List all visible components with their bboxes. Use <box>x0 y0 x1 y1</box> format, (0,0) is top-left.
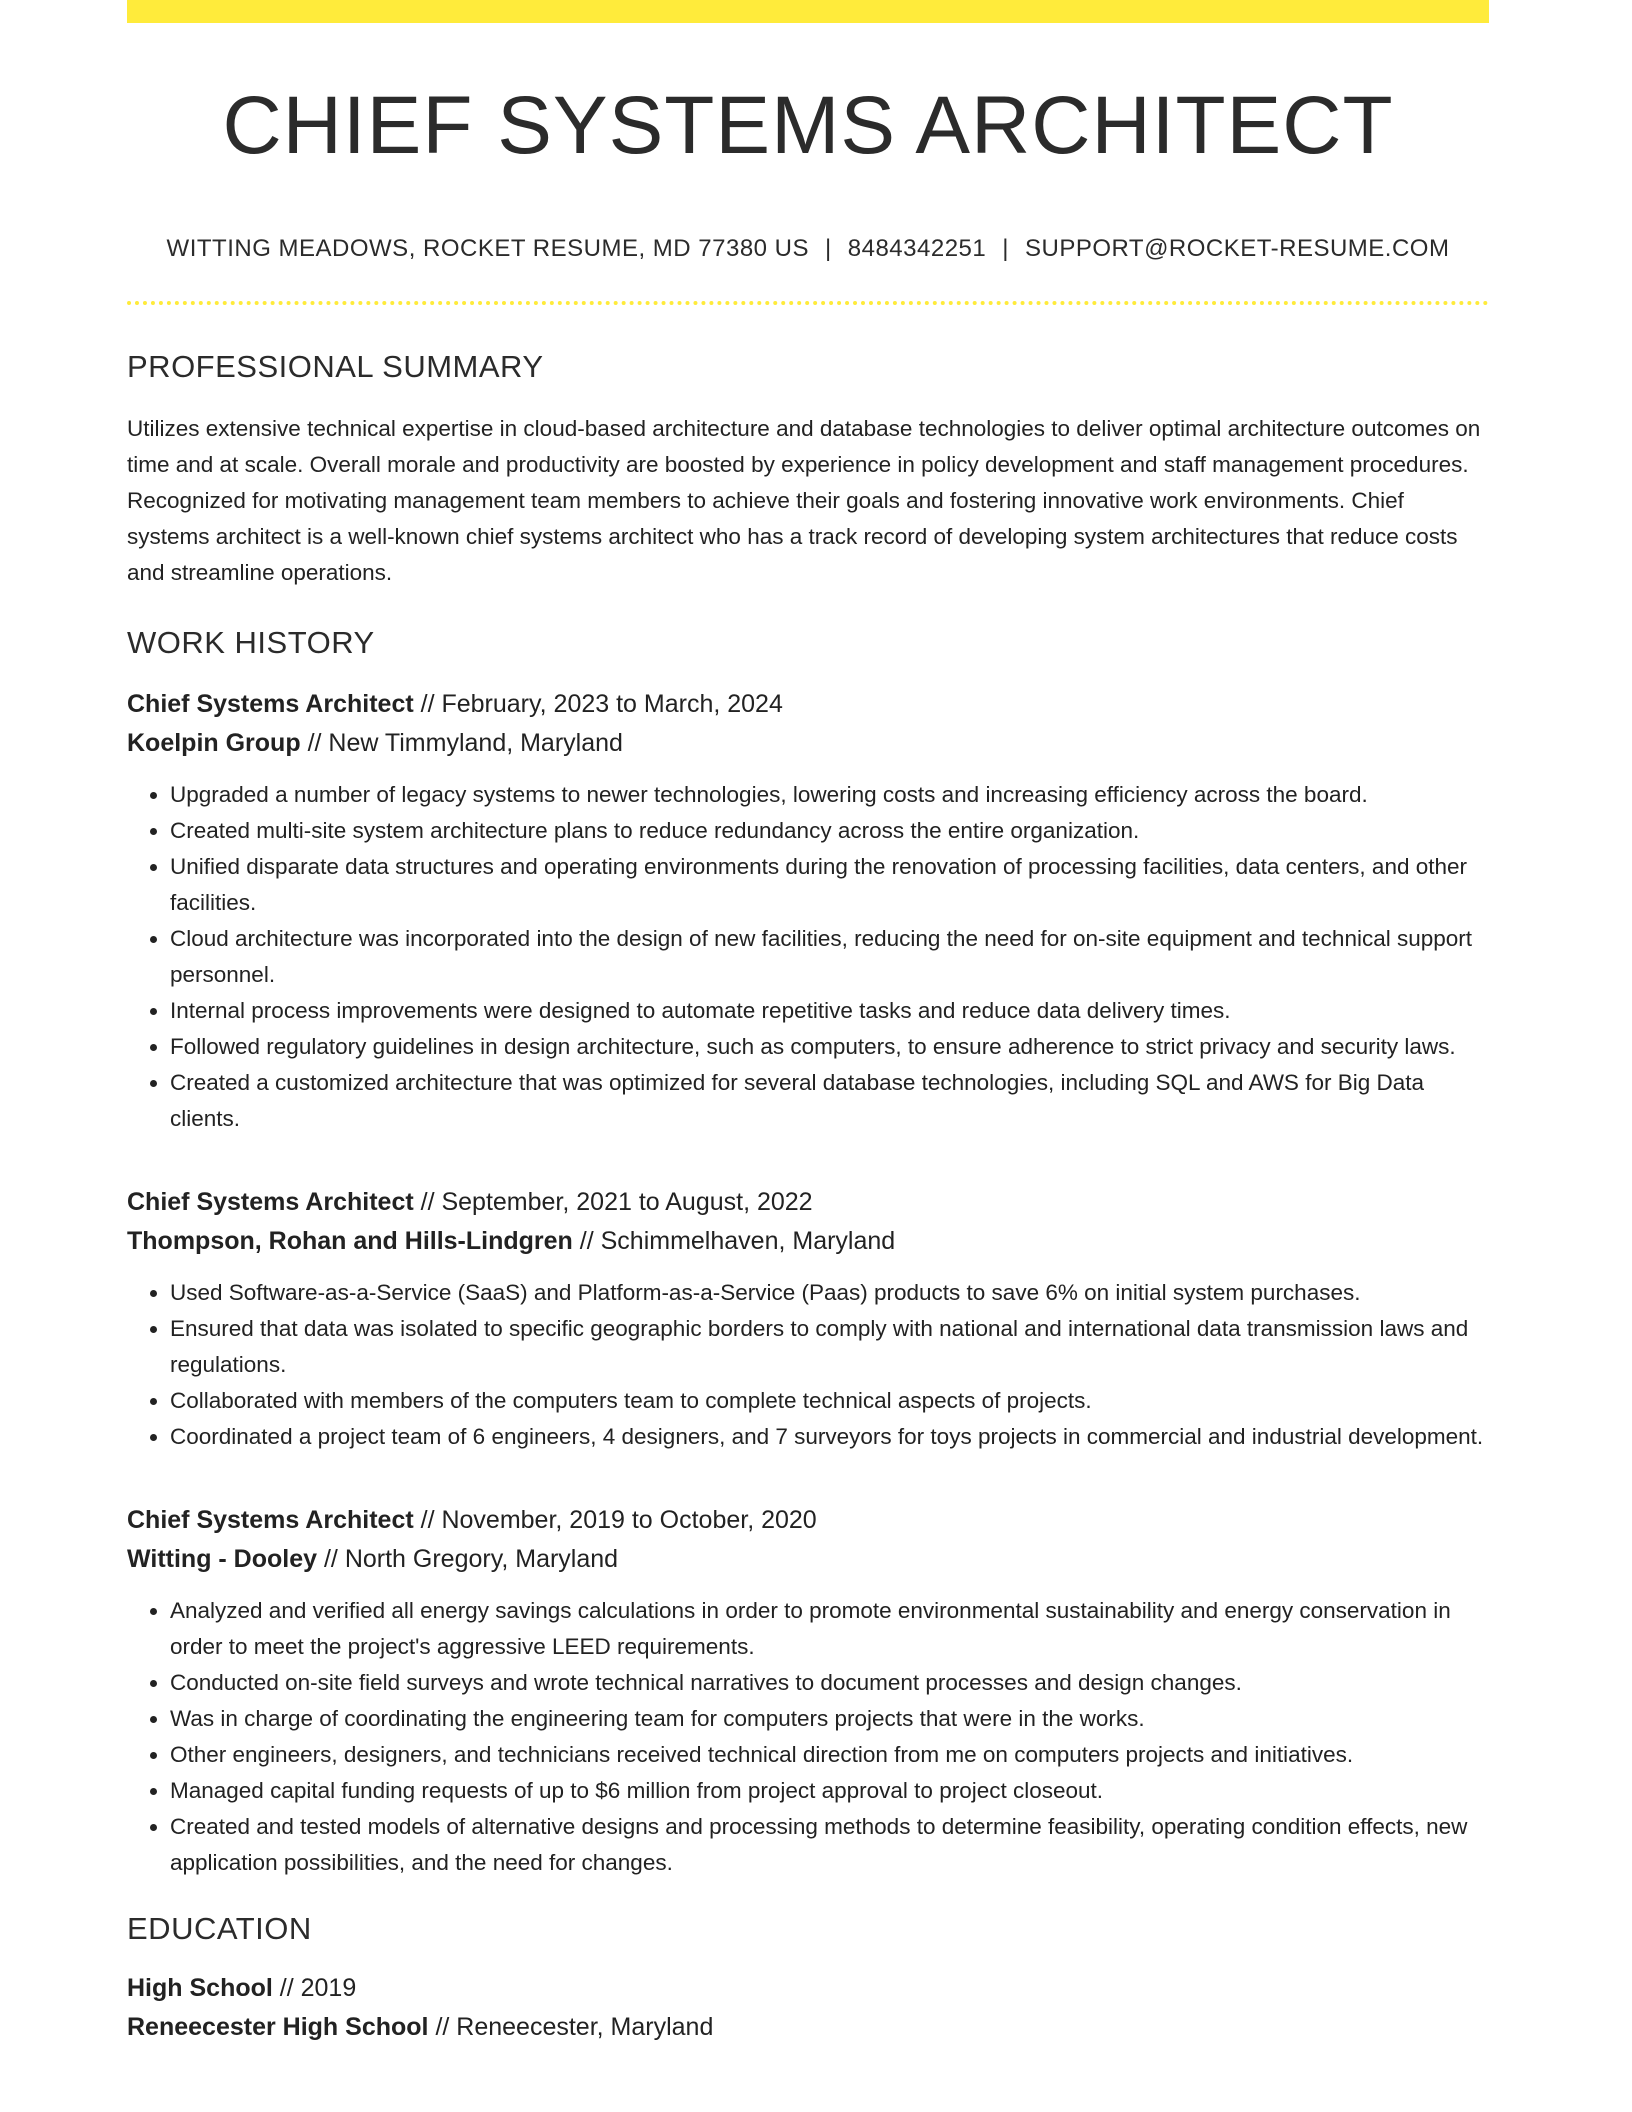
education-location: // Reneecester, Maryland <box>435 2013 714 2041</box>
job-location: // North Gregory, Maryland <box>323 1545 619 1573</box>
job-bullet: • Followed regulatory guidelines in design architecture, such as computers, to ensure adherence to strict privacy and security laws. <box>170 1029 1489 1065</box>
job-bullet: • Other engineers, designers, and technicians received technical direction from me on computers projects and initiatives. <box>170 1737 1489 1773</box>
job-bullet: • Was in charge of coordinating the engineering team for computers projects that were in the works. <box>170 1701 1489 1737</box>
section-heading-education: EDUCATION <box>127 1911 312 1946</box>
job-bullet: • Conducted on-site field surveys and wrote technical narratives to document processes and design changes. <box>170 1665 1489 1701</box>
contact-separator: | <box>1002 235 1009 262</box>
job-title-line <box>127 1183 1489 1222</box>
job-title: Chief Systems Architect <box>127 1506 414 1534</box>
summary-text: Utilizes extensive technical expertise in cloud-based architecture and database technologies to deliver optimal architecture outcomes on time and at scale. Overall morale and productivity are boosted by experience in policy development and staff management procedures. Recognized for motivating management team members to achieve their goals and fostering innovative work environments. Chief systems architect is a well-known chief systems architect who has a track record of developing system architectures that reduce costs and streamline operations. <box>127 416 1481 585</box>
dotted-divider <box>127 301 1489 305</box>
job-dates: // November, 2019 to October, 2020 <box>420 1506 817 1534</box>
education-degree: High School <box>127 1974 273 2002</box>
job-company-line <box>127 1222 1489 1261</box>
section-heading-summary: PROFESSIONAL SUMMARY <box>127 349 544 384</box>
contact-email: SUPPORT@ROCKET-RESUME.COM <box>1024 235 1450 262</box>
job-bullets <box>127 1593 1489 1881</box>
job-bullets <box>127 777 1489 1137</box>
job-bullet: • Collaborated with members of the computers team to complete technical aspects of projects. <box>170 1383 1489 1419</box>
accent-bar <box>127 0 1489 23</box>
job-entry <box>127 685 1489 1137</box>
job-company: Witting - Dooley <box>127 1545 318 1573</box>
education-degree-line <box>127 1969 1489 2008</box>
job-company-line <box>127 1540 1489 1579</box>
section-heading-work: WORK HISTORY <box>127 625 375 660</box>
job-bullet: • Used Software-as-a-Service (SaaS) and Platform-as-a-Service (Paas) products to save 6% on initial system purchases. <box>170 1275 1489 1311</box>
resume-page <box>127 0 1489 2047</box>
job-bullet: • Upgraded a number of legacy systems to newer technologies, lowering costs and increasing efficiency across the board. <box>170 777 1489 813</box>
job-bullet: • Analyzed and verified all energy savings calculations in order to promote environmental sustainability and energy conservation in order to meet the project's aggressive LEED requirements. <box>170 1593 1489 1665</box>
job-dates: // September, 2021 to August, 2022 <box>420 1188 813 1216</box>
job-location: // Schimmelhaven, Maryland <box>579 1227 896 1255</box>
contact-line <box>127 235 1489 263</box>
contact-separator: | <box>825 235 832 262</box>
job-company-line <box>127 724 1489 763</box>
job-bullet: • Created and tested models of alternative designs and processing methods to determine feasibility, operating condition effects, new application possibilities, and the need for changes. <box>170 1809 1489 1881</box>
job-bullets <box>127 1275 1489 1455</box>
job-bullet: • Coordinated a project team of 6 engineers, 4 designers, and 7 surveyors for toys projects in commercial and industrial development. <box>170 1419 1489 1455</box>
job-title-line <box>127 1501 1489 1540</box>
job-entry <box>127 1183 1489 1455</box>
job-bullet: • Cloud architecture was incorporated into the design of new facilities, reducing the need for on-site equipment and technical support personnel. <box>170 921 1489 993</box>
job-title: Chief Systems Architect <box>127 690 414 718</box>
job-bullet: • Ensured that data was isolated to specific geographic borders to comply with national and international data transmission laws and regulations. <box>170 1311 1489 1383</box>
education-entry <box>127 1969 1489 2047</box>
education-year: // 2019 <box>279 1974 357 2002</box>
contact-address: WITTING MEADOWS, ROCKET RESUME, MD 77380 US <box>166 235 810 262</box>
job-location: // New Timmyland, Maryland <box>307 729 623 757</box>
job-bullet: • Managed capital funding requests of up to $6 million from project approval to project closeout. <box>170 1773 1489 1809</box>
job-bullet: • Created a customized architecture that was optimized for several database technologies, including SQL and AWS for Big Data clients. <box>170 1065 1489 1137</box>
contact-phone: 8484342251 <box>847 235 987 262</box>
job-bullet: • Created multi-site system architecture plans to reduce redundancy across the entire organization. <box>170 813 1489 849</box>
job-bullet: • Unified disparate data structures and operating environments during the renovation of processing facilities, data centers, and other facilities. <box>170 849 1489 921</box>
job-dates: // February, 2023 to March, 2024 <box>420 690 783 718</box>
job-company: Koelpin Group <box>127 729 301 757</box>
resume-title: CHIEF SYSTEMS ARCHITECT <box>222 80 1394 171</box>
job-entry <box>127 1501 1489 1881</box>
job-title: Chief Systems Architect <box>127 1188 414 1216</box>
job-company: Thompson, Rohan and Hills-Lindgren <box>127 1227 573 1255</box>
job-bullet: • Internal process improvements were designed to automate repetitive tasks and reduce data delivery times. <box>170 993 1489 1029</box>
education-school: Reneecester High School <box>127 2013 429 2041</box>
education-school-line <box>127 2008 1489 2047</box>
job-title-line <box>127 685 1489 724</box>
